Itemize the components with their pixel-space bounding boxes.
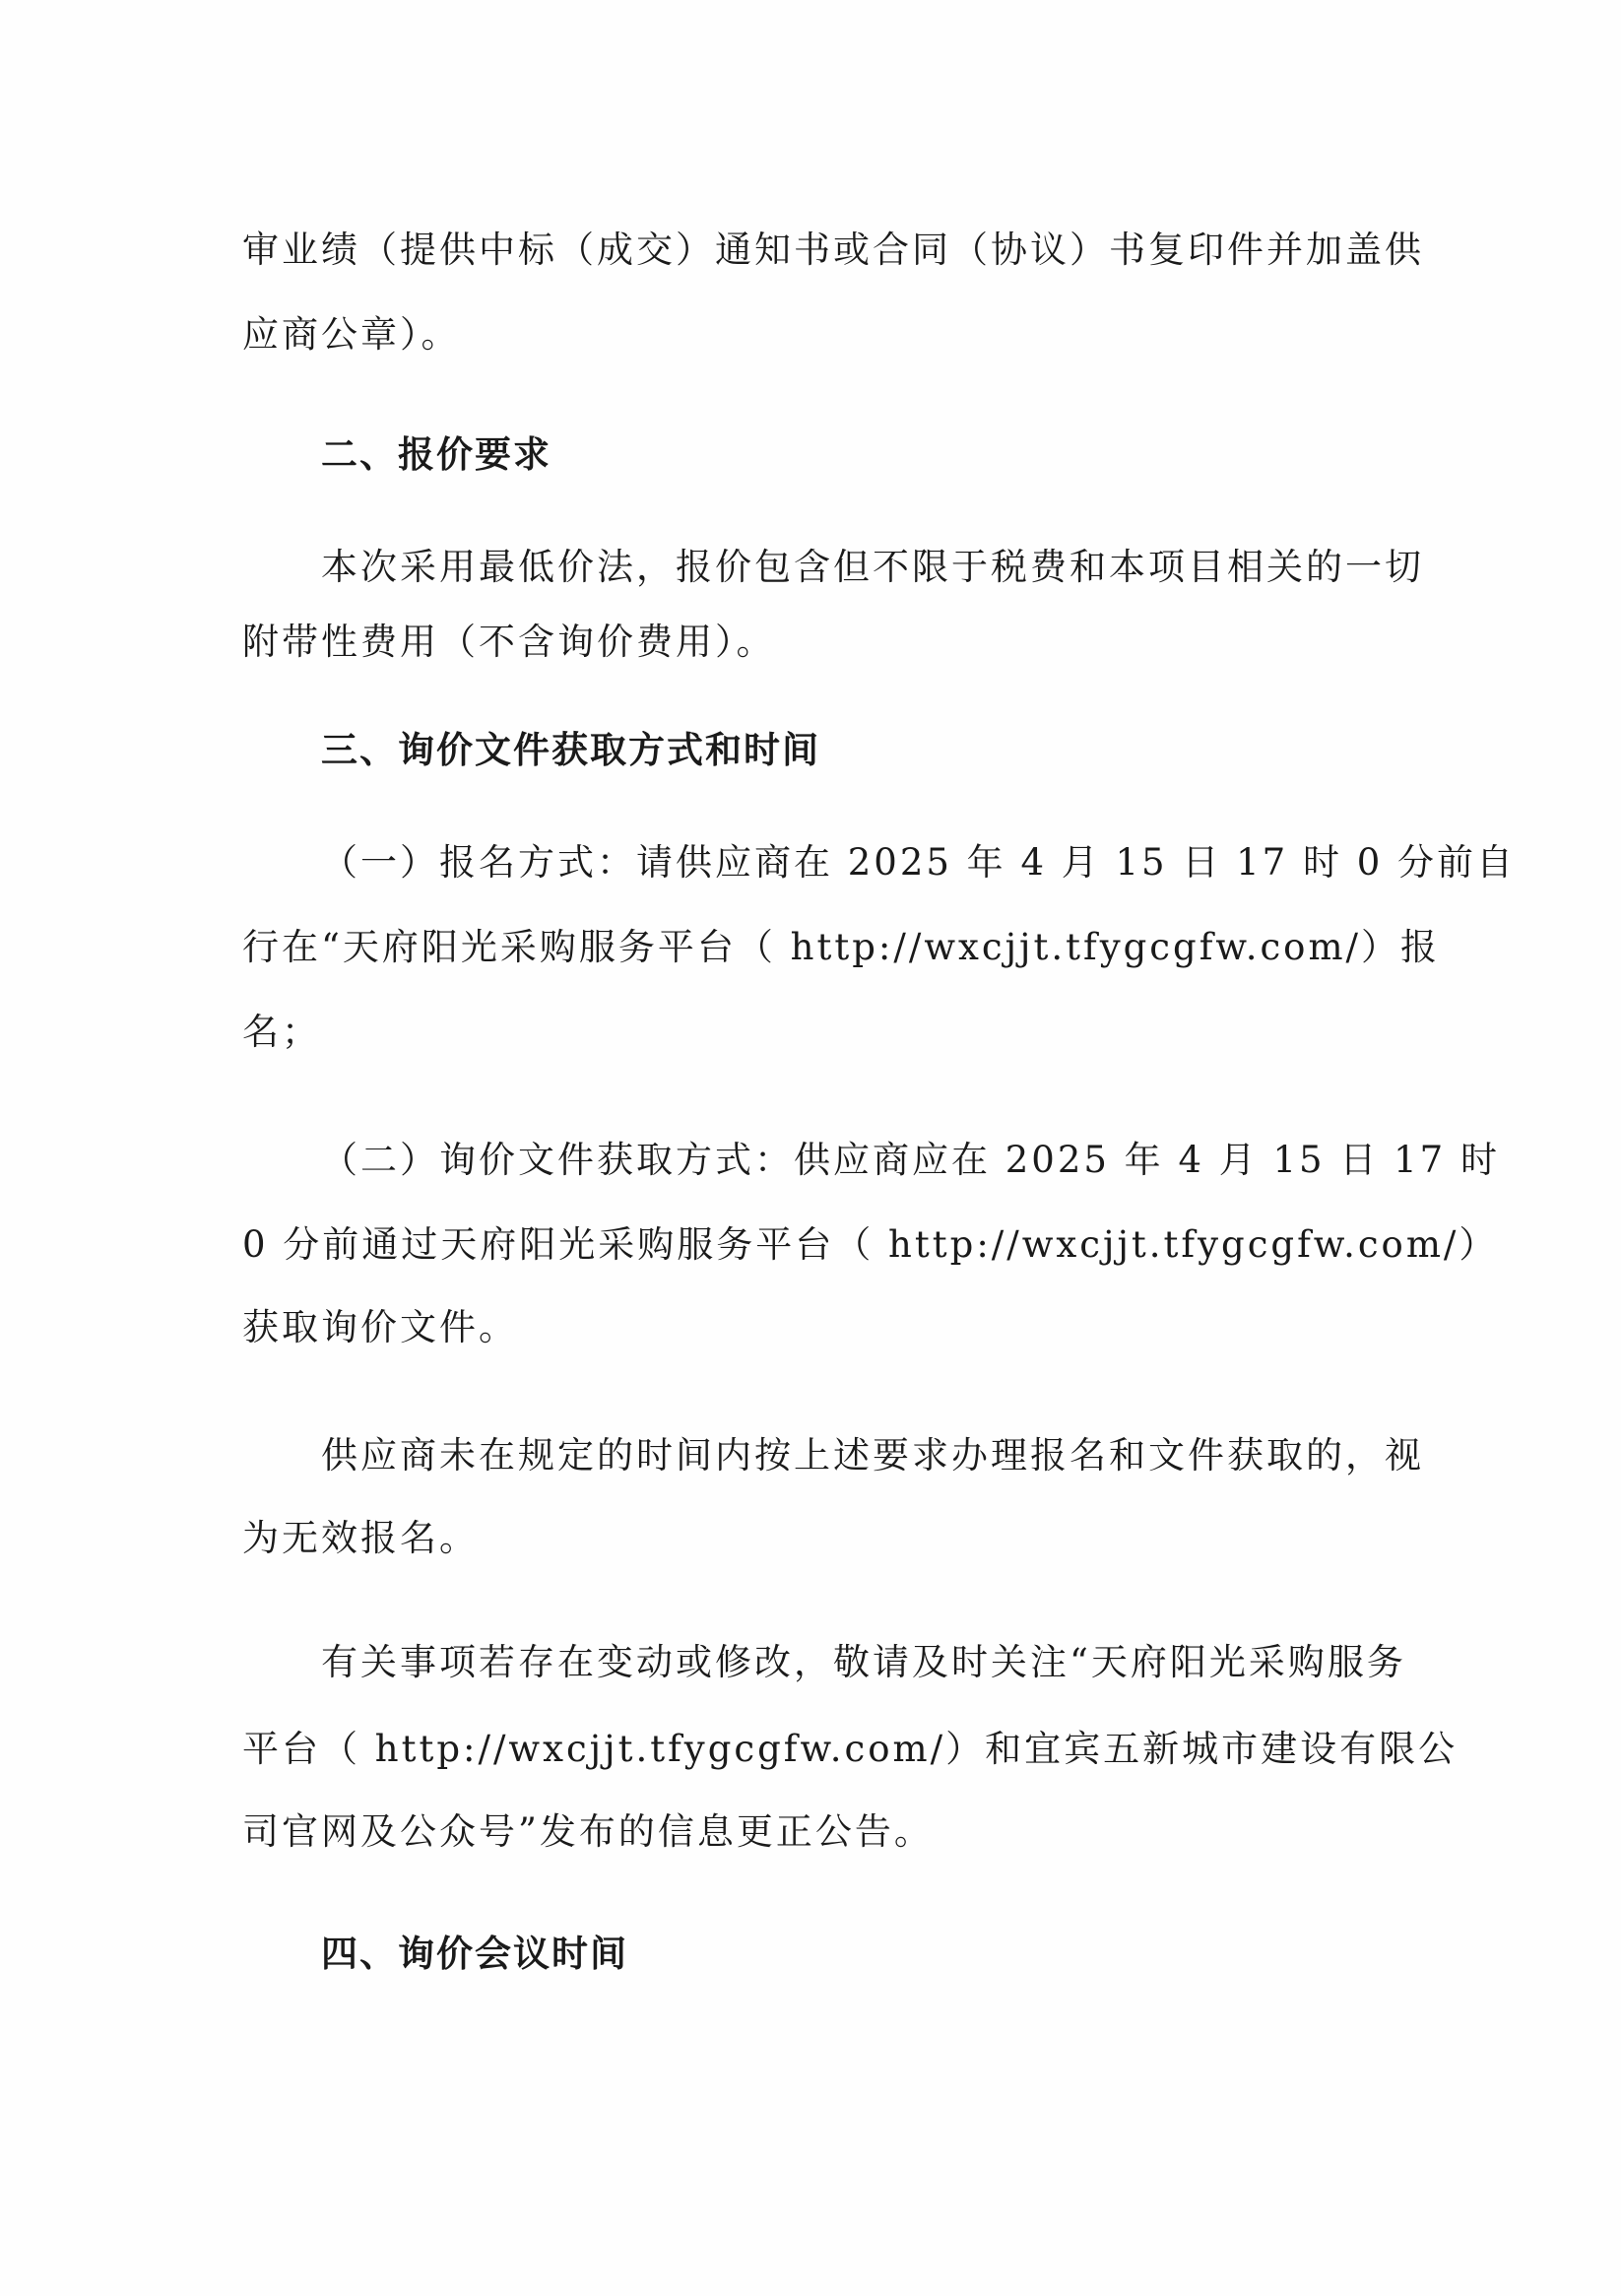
- section-4-heading: 四、询价会议时间: [321, 1933, 628, 1975]
- section-2-heading: 二、报价要求: [321, 433, 551, 476]
- section-3-note-2-line-2: 平台（ http://wxcjjt.tfygcgfw.com/）和宜宾五新城市建设有限公: [242, 1728, 1459, 1770]
- section-2-para-line-2: 附带性费用（不含询价费用）。: [242, 621, 776, 663]
- section-3-item-1-line-3: 名；: [242, 1011, 321, 1053]
- section-2-para-line-1: 本次采用最低价法，报价包含但不限于税费和本项目相关的一切: [321, 546, 1424, 588]
- section-3-note-2-line-3: 司官网及公众号”发布的信息更正公告。: [242, 1810, 934, 1853]
- intro-line-1: 审业绩（提供中标（成交）通知书或合同（协议）书复印件并加盖供: [242, 229, 1424, 271]
- section-3-item-1-line-1: （一）报名方式：请供应商在 2025 年 4 月 15 日 17 时 0 分前自: [321, 841, 1517, 884]
- section-3-item-2-line-2: 0 分前通过天府阳光采购服务平台（ http://wxcjjt.tfygcgfw.com/）: [242, 1223, 1499, 1266]
- section-3-item-2-line-1: （二）询价文件获取方式：供应商应在 2025 年 4 月 15 日 17 时: [321, 1139, 1500, 1181]
- section-3-heading: 三、询价文件获取方式和时间: [321, 729, 820, 771]
- section-3-note-1-line-1: 供应商未在规定的时间内按上述要求办理报名和文件获取的，视: [321, 1434, 1424, 1476]
- section-3-item-2-line-3: 获取询价文件。: [242, 1306, 518, 1348]
- section-3-note-1-line-2: 为无效报名。: [242, 1517, 479, 1559]
- intro-line-2: 应商公章）。: [242, 313, 461, 356]
- section-3-note-2-line-1: 有关事项若存在变动或修改，敬请及时关注“天府阳光采购服务: [321, 1641, 1406, 1683]
- section-3-item-1-line-2: 行在“天府阳光采购服务平台（ http://wxcjjt.tfygcgfw.com/）报: [242, 926, 1441, 968]
